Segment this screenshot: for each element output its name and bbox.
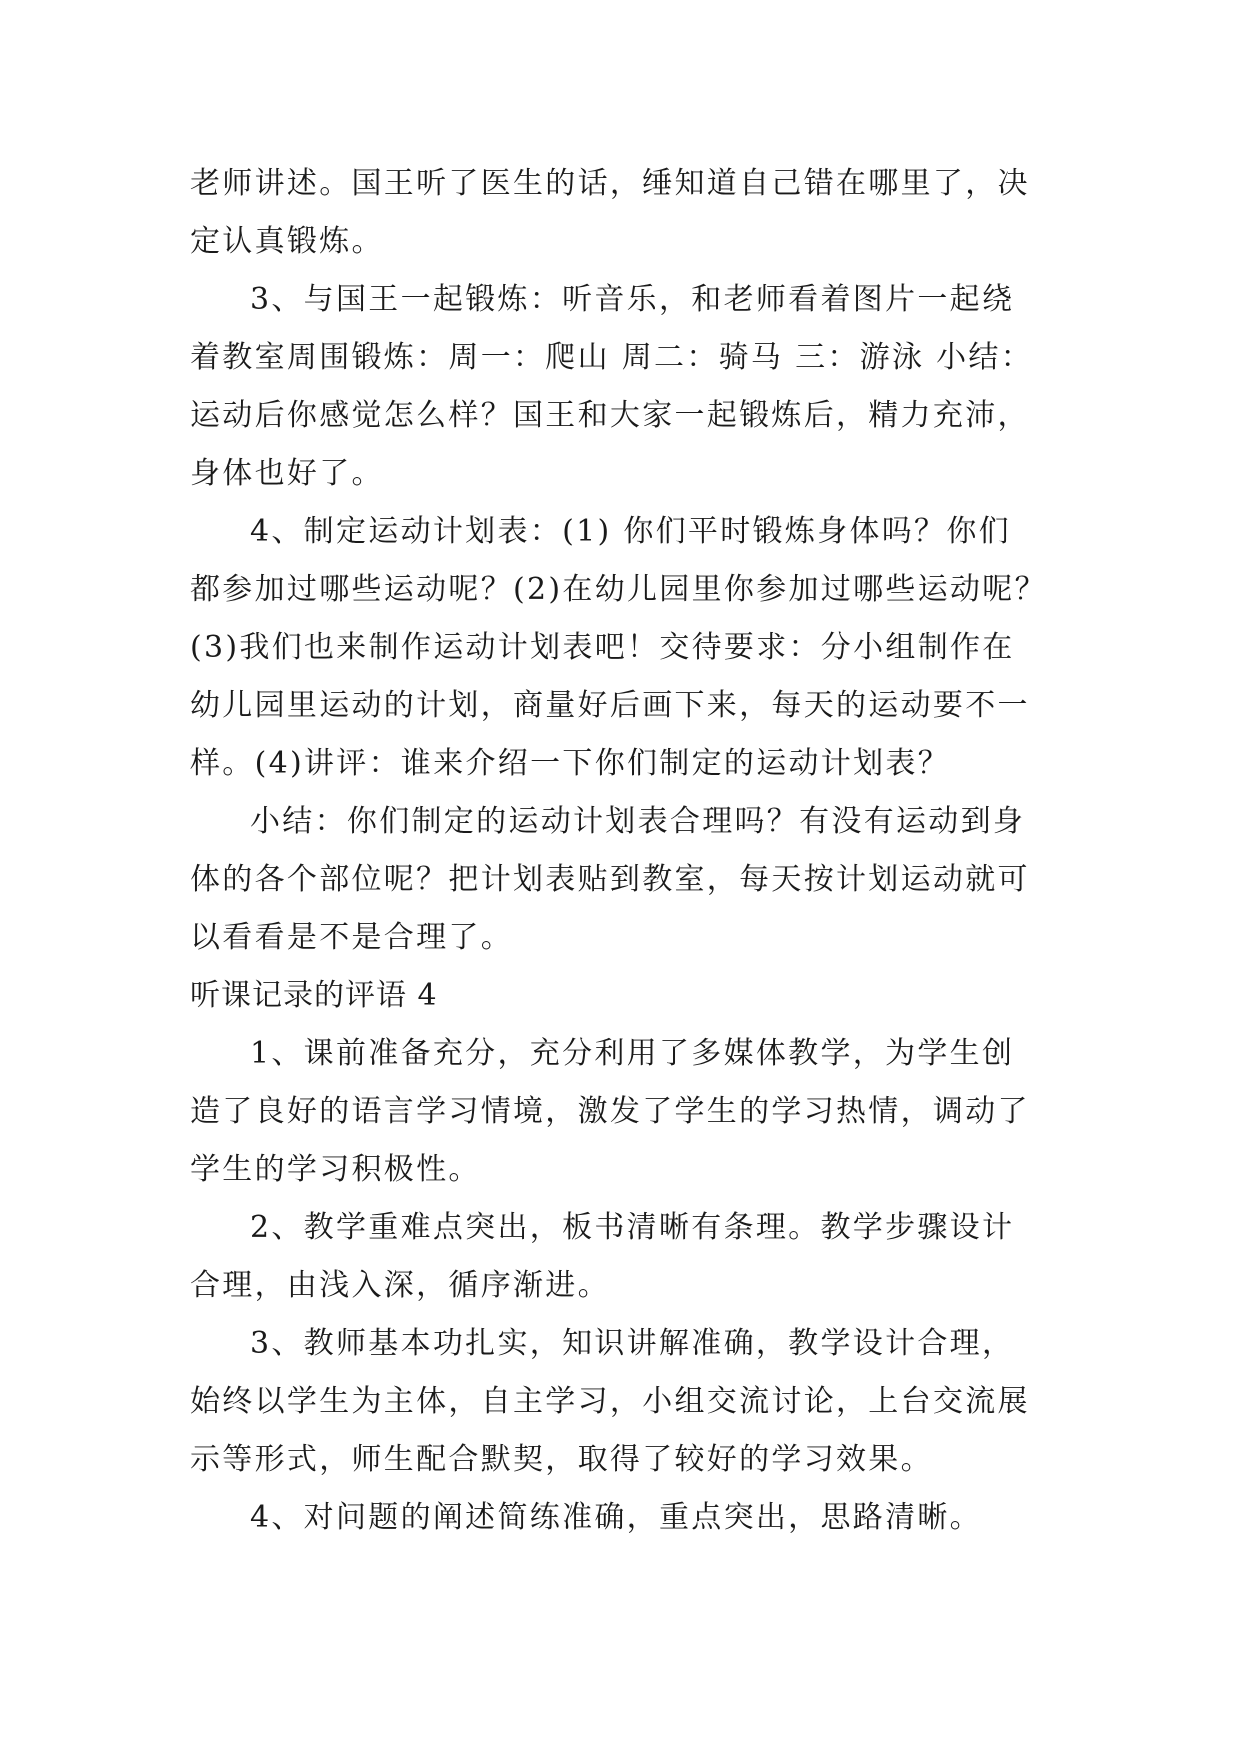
text-line: 学生的学习积极性。 [190, 1152, 481, 1187]
text-line: 样。(4)讲评：谁来介绍一下你们制定的运动计划表？ [190, 746, 950, 781]
text-line: 都参加过哪些运动呢？(2)在幼儿园里你参加过哪些运动呢？ [190, 572, 1047, 607]
paragraph-start-line: 3、与国王一起锻炼：听音乐，和老师看着图片一起绕 [250, 282, 1015, 317]
text-line: 始终以学生为主体，自主学习，小组交流讨论，上台交流展 [190, 1384, 1030, 1419]
text-line: 身体也好了。 [190, 456, 384, 491]
paragraph-start-line: 2、教学重难点突出，板书清晰有条理。教学步骤设计 [250, 1210, 1015, 1245]
text-line: 运动后你感觉怎么样？国王和大家一起锻炼后，精力充沛， [190, 398, 1030, 433]
text-line: 示等形式，师生配合默契，取得了较好的学习效果。 [190, 1442, 933, 1477]
text-line: 以看看是不是合理了。 [190, 920, 513, 955]
paragraph-start-line: 4、对问题的阐述简练准确，重点突出，思路清晰。 [250, 1500, 982, 1535]
text-line: (3)我们也来制作运动计划表吧！交待要求：分小组制作在 [190, 630, 1015, 665]
paragraph-start-line: 3、教师基本功扎实，知识讲解准确，教学设计合理， [250, 1326, 1015, 1361]
text-line: 定认真锻炼。 [190, 224, 384, 259]
text-line: 老师讲述。国王听了医生的话，缍知道自己错在哪里了，决 [190, 166, 1030, 201]
text-line: 造了良好的语言学习情境，激发了学生的学习热情，调动了 [190, 1094, 1030, 1129]
text-line: 着教室周围锻炼：周一：爬山 周二：骑马 三：游泳 小结： [190, 340, 1034, 375]
text-line: 合理，由浅入深，循序渐进。 [190, 1268, 610, 1303]
paragraph-start-line: 4、制定运动计划表：(1) 你们平时锻炼身体吗？你们 [250, 514, 1011, 549]
text-line: 体的各个部位呢？把计划表贴到教室，每天按计划运动就可 [190, 862, 1030, 897]
paragraph-start-line: 1、课前准备充分，充分利用了多媒体教学，为学生创 [250, 1036, 1015, 1071]
section-heading: 听课记录的评语 4 [190, 978, 438, 1013]
paragraph-start-line: 小结：你们制定的运动计划表合理吗？有没有运动到身 [250, 804, 1026, 839]
text-line: 幼儿园里运动的计划，商量好后画下来，每天的运动要不一 [190, 688, 1030, 723]
